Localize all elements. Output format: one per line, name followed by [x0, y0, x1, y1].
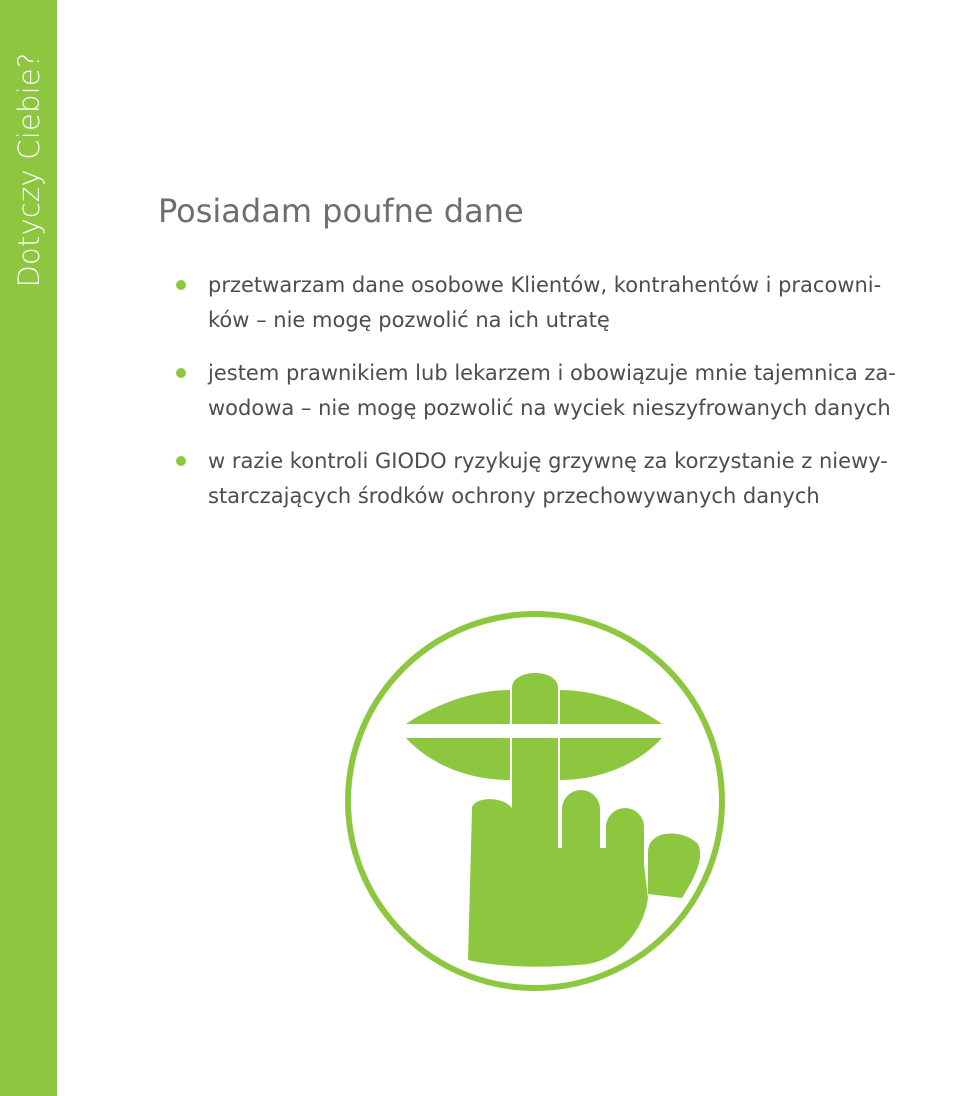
upper-lip-left-icon [406, 690, 510, 724]
upper-lip-right-icon [560, 690, 662, 724]
bullet-list [176, 268, 946, 532]
list-item-line: wodowa – nie mogę pozwolić na wyciek nieszyfrowanych danych [208, 396, 891, 420]
list-item-line: jestem prawnikiem lub lekarzem i obowiązuje mnie tajemnica za- [208, 361, 896, 385]
list-item-line: w razie kontroli GIODO ryzykuję grzywnę za korzystanie z niewy- [208, 449, 888, 473]
lower-lip-left-icon [406, 738, 510, 780]
lower-lip-right-icon [560, 738, 662, 780]
list-item [176, 268, 946, 338]
sidebar [0, 0, 57, 1096]
list-item [176, 444, 946, 514]
sidebar-title: Dotyczy Ciebie? [11, 52, 46, 288]
list-item-line: ków – nie mogę pozwolić na ich utratę [208, 308, 610, 332]
bullet-icon [176, 456, 186, 466]
list-item [176, 356, 946, 426]
list-item-line: przetwarzam dane osobowe Klientów, kontrahentów i pracowni- [208, 273, 882, 297]
bullet-icon [176, 368, 186, 378]
bullet-icon [176, 280, 186, 290]
silence-finger-lips-icon [342, 608, 728, 994]
page-heading: Posiadam poufne dane [158, 192, 524, 230]
list-item-line: starczających środków ochrony przechowywanych danych [208, 484, 820, 508]
